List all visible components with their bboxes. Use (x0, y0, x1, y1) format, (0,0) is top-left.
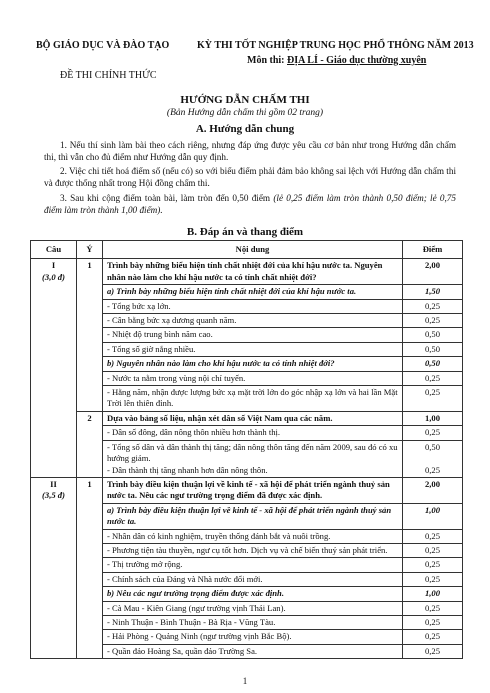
answer-point (103, 440, 403, 477)
question-points: (3,0 đ) (42, 271, 65, 282)
exam-name: KỲ THI TỐT NGHIỆP TRUNG HỌC PHỔ THÔNG NĂM 2013 (197, 40, 474, 51)
answer-score: 0,50 (403, 328, 463, 342)
answer-score: 0,25 (403, 630, 463, 644)
question-number: I (51, 260, 56, 271)
official-label: ĐỀ THI CHÍNH THỨC (60, 70, 157, 81)
answer-score: 0,25 (403, 371, 463, 385)
answer-point: - Tổng số giờ nắng nhiều. (103, 342, 403, 356)
section-a-heading: A. Hướng dẫn chung (195, 123, 295, 135)
subitem-prompt: b) Nêu các ngư trường trọng điểm được xác định. (103, 587, 403, 601)
item-points: 2,00 (403, 477, 463, 503)
table-row (31, 477, 463, 503)
page-title: HƯỚNG DẪN CHẤM THI (180, 94, 310, 106)
paragraph-3-text: 3. Sau khi cộng điểm toàn bài, làm tròn đến 0,50 điểm (60, 193, 274, 203)
header-points: Điểm (403, 241, 463, 259)
answer-score: 0,25 (403, 386, 463, 412)
subitem-prompt: b) Nguyên nhân nào làm cho khí hậu nước ta có tính nhiệt đới? (103, 357, 403, 371)
question-number: II (50, 478, 57, 489)
item-prompt: Dựa vào bảng số liệu, nhận xét dân số Việt Nam qua các năm. (103, 411, 403, 425)
answer-score (403, 440, 463, 477)
answer-score: 0,25 (403, 529, 463, 543)
table-row (31, 411, 463, 425)
item-points: 1,00 (403, 411, 463, 425)
answer-point: - Nhiệt độ trung bình năm cao. (103, 328, 403, 342)
answer-point: - Nước ta nằm trong vùng nội chí tuyến. (103, 371, 403, 385)
answer-point: - Hải Phòng - Quảng Ninh (ngư trường vịnh Bắc Bộ). (103, 630, 403, 644)
answer-text: - Tổng số dân và dân thành thị tăng; dân nông thôn tăng đến năm 2009, sau đó có xu hướng giảm. (107, 441, 398, 464)
page-subtitle: (Bản Hướng dẫn chấm thi gồm 02 trang) (166, 108, 324, 118)
answer-score: 0,25 (403, 572, 463, 586)
ministry-name: BỘ GIÁO DỤC VÀ ĐÀO TẠO (36, 40, 170, 51)
subject-prefix: Môn thi: (247, 55, 285, 66)
question-cell (31, 477, 77, 658)
answer-point: - Chính sách của Đảng và Nhà nước đổi mới. (103, 572, 403, 586)
answer-point: - Ninh Thuận - Bình Thuận - Bà Rịa - Vũng Tàu. (103, 615, 403, 629)
answer-point: - Cà Mau - Kiên Giang (ngư trường vịnh Thái Lan). (103, 601, 403, 615)
answer-score: 0,25 (403, 558, 463, 572)
question-cell (31, 259, 77, 478)
guideline-paragraph-3 (44, 192, 456, 216)
answer-point: - Tổng bức xạ lớn. (103, 299, 403, 313)
answer-point: - Hằng năm, nhận được lượng bức xạ mặt trời lớn do góc nhập xạ lớn và hai lần Mặt Trời lên thiên đỉnh. (103, 386, 403, 412)
part-number: 1 (77, 259, 103, 411)
answer-score: 0,25 (403, 644, 463, 658)
guideline-paragraph-2: 2. Việc chi tiết hoá điểm số (nếu có) so với biểu điểm phải đảm bảo không sai lệch với Hướng dẫn chấm thi và được thống nhất trong Hội đồng chấm thi. (44, 166, 456, 188)
answer-score: 0,25 (403, 426, 463, 440)
question-points: (3,5 đ) (42, 490, 65, 501)
answer-score: 0,25 (403, 615, 463, 629)
subject-name: ĐỊA LÍ - Giáo dục thường xuyên (287, 55, 427, 66)
subitem-prompt: a) Trình bày những biểu hiện tính chất nhiệt đới của khí hậu nước ta. (103, 285, 403, 299)
header-cau: Câu (31, 241, 77, 259)
page-number: 1 (242, 676, 248, 686)
score-value: 0,25 (424, 464, 441, 475)
guideline-paragraph-1: 1. Nếu thí sinh làm bài theo cách riêng, nhưng đáp ứng được yêu cầu cơ bản như trong Hướng dẫn chấm thi, thì vẫn cho đủ điểm như Hướng dẫn quy định. (44, 140, 456, 162)
score-value: 0,50 (424, 441, 441, 452)
item-prompt: Trình bày điều kiện thuận lợi về kinh tế - xã hội để phát triển ngành thuỷ sản nước ta. Nêu các ngư trường trọng điểm đã được xác định. (103, 477, 403, 503)
answer-point: - Nhân dân có kinh nghiệm, truyền thống đánh bắt và nuôi trồng. (103, 529, 403, 543)
exam-subject (247, 55, 426, 66)
subitem-points: 1,00 (403, 503, 463, 529)
answer-score: 0,25 (403, 299, 463, 313)
answer-score: 0,25 (403, 543, 463, 557)
answer-point: - Phương tiện tàu thuyền, ngư cụ tốt hơn. Dịch vụ và chế biến thuỷ sản phát triển. (103, 543, 403, 557)
answer-point: - Cân bằng bức xạ dương quanh năm. (103, 314, 403, 328)
part-number: 2 (77, 411, 103, 477)
item-prompt: Trình bày những biểu hiện tính chất nhiệt đới của khí hậu nước ta. Nguyên nhân nào làm cho khí hậu nước ta có tính chất nhiệt đới? (103, 259, 403, 285)
subitem-prompt: a) Trình bày điều kiện thuận lợi về kinh tế - xã hội để phát triển ngành thuỷ sản nước ta. (103, 503, 403, 529)
answer-score: 0,50 (403, 342, 463, 356)
part-number: 1 (77, 477, 103, 658)
paragraph-3-note: (lẻ 0,25 điểm làm tròn thành 0,50 điểm; lẻ 0,75 điểm làm tròn thành 1,00 điểm). (44, 193, 456, 215)
header-content: Nội dung (103, 241, 403, 259)
answer-text: - Dân thành thị tăng nhanh hơn dân nông thôn. (107, 464, 268, 475)
answer-score: 0,25 (403, 314, 463, 328)
subitem-points: 1,00 (403, 587, 463, 601)
section-b-heading: B. Đáp án và thang điểm (186, 226, 304, 238)
answer-point: - Quần đảo Hoàng Sa, quần đảo Trường Sa. (103, 644, 403, 658)
header-y: Ý (77, 241, 103, 259)
answer-point: - Thị trường mở rộng. (103, 558, 403, 572)
subitem-points: 0,50 (403, 357, 463, 371)
answer-point: - Dân số đông, dân nông thôn nhiều hơn thành thị. (103, 426, 403, 440)
answer-table (30, 240, 463, 659)
table-row (31, 259, 463, 285)
table-header-row (31, 241, 463, 259)
item-points: 2,00 (403, 259, 463, 285)
answer-score: 0,25 (403, 601, 463, 615)
subitem-points: 1,50 (403, 285, 463, 299)
